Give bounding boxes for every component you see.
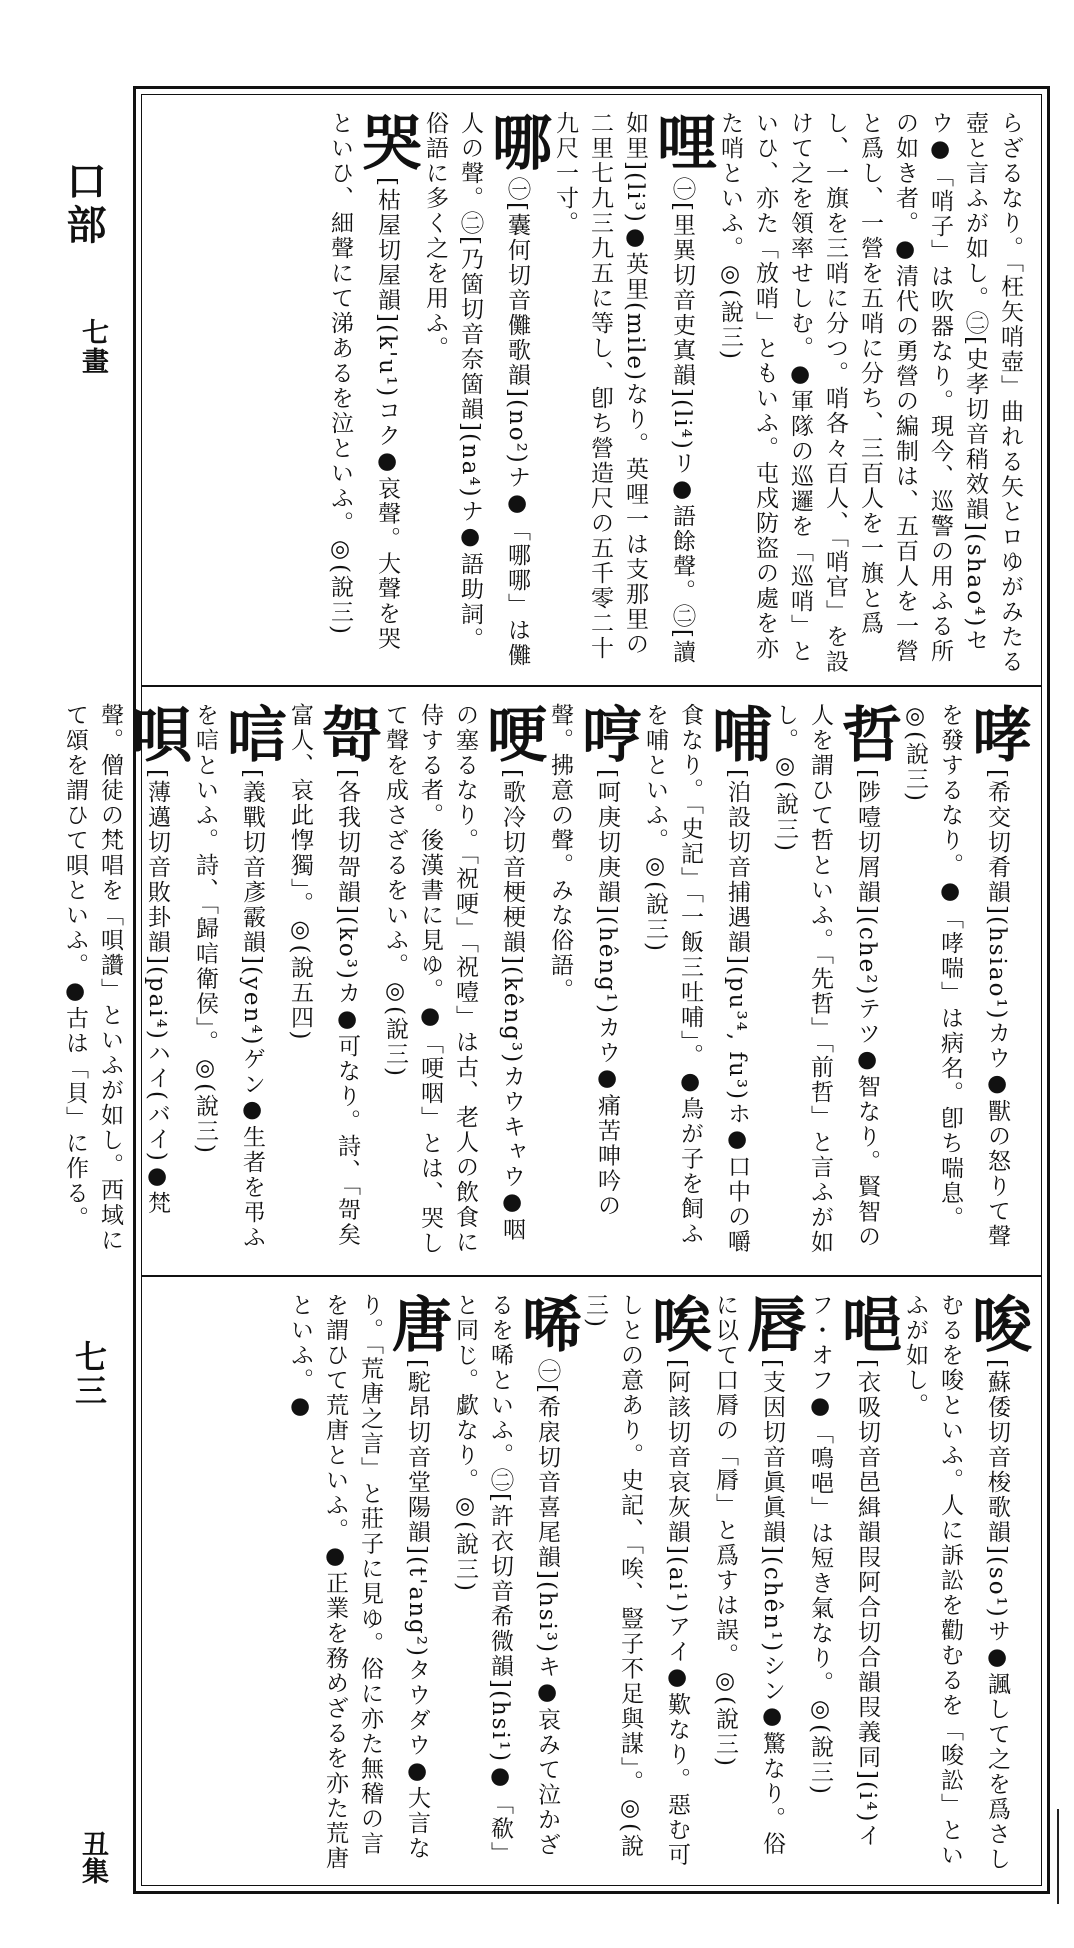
volume-label: 丑集 — [77, 1830, 108, 1884]
entry-definition: [薄邁切音敗卦韻](pai⁴)ハイ(バイ)●梵聲。僧徒の梵唱を「唄讚」といふが如し。西域にて頌を謂ひて唄といふ。●古は「貝」に作る。 — [62, 703, 170, 1253]
entry-definition: [蘇倭切音梭歌韻](so¹)サ●諷して之を爲さしむるを唆といふ。人に訴訟を勸むるを「唆訟」といふが如し。 — [902, 1293, 1010, 1872]
dictionary-entry — [897, 703, 1032, 1265]
section-top — [142, 95, 1041, 687]
section-bottom-text — [152, 1293, 1032, 1879]
dictionary-entry — [767, 703, 902, 1265]
entry-headword: 哺 — [702, 703, 772, 769]
entry-headword: 唈 — [832, 1293, 902, 1359]
entry-headword: 哭 — [352, 111, 422, 177]
section-bottom — [142, 1277, 1041, 1889]
entry-headword: 哲 — [832, 703, 902, 769]
dictionary-entry — [282, 703, 382, 1265]
running-head-radical: 口部 — [60, 160, 107, 248]
dictionary-entry — [417, 111, 552, 675]
entry-headword: 唏 — [512, 1293, 582, 1359]
dictionary-entry — [802, 1293, 902, 1879]
running-head-strokes: 七畫 — [77, 318, 108, 376]
entry-headword: 唉 — [642, 1293, 712, 1359]
dictionary-entry — [322, 111, 422, 675]
entry-definition: [衣吸切音邑緝韻叚阿合切合韻叚義同](i⁴)イフ・オフ●「鳴唈」は短き氣なり。◎(說三) — [807, 1293, 880, 1849]
entry-definition: [泊設切音捕遇韻](pu³⁴, fu³)ホ●口中の嚼食なり。「史記」「一飯三吐哺」。●鳥が子を飼ふを哺といふ。◎(說三) — [642, 703, 750, 1255]
dictionary-entry — [542, 703, 642, 1265]
dictionary-entry — [187, 703, 287, 1265]
dictionary-entry — [282, 1293, 452, 1879]
dictionary-entry — [712, 111, 1027, 675]
entry-definition: ㊀[囊何切音儺歌韻](no²)ナ●「哪哪」は儺人の聲。㊁[乃箇切音奈箇韻](na⁴)ナ●語助詞。俗語に多く之を用ふ。 — [422, 111, 530, 668]
entry-headword: 哩 — [647, 111, 717, 177]
entry-definition: [支因切音眞眞韻](chên¹)シン●驚なり。俗に以て口脣の「脣」と爲すは誤。◎(說三) — [712, 1293, 785, 1857]
dictionary-entry — [707, 1293, 807, 1879]
entry-headword: 唆 — [962, 1293, 1032, 1359]
dictionary-entry — [57, 703, 192, 1265]
entry-headword: 唄 — [122, 703, 192, 769]
entry-definition: ㊀[希扆切音喜尾韻](hsi³)キ●哀みて泣かざるを唏といふ。㊁[許衣切音希微韻](hsi¹)●「欷」と同じ。歔なり。◎(說三) — [452, 1293, 560, 1867]
entry-headword: 唁 — [217, 703, 287, 769]
entry-definition: [枯屋切屋韻](k'u¹)コク●哀聲。大聲を哭といひ、細聲にて涕あるを泣といふ。◎(說三) — [327, 111, 400, 652]
entry-definition: [駝昂切音堂陽韻](t'ang²)タウダウ●大言なり。「荒唐之言」と莊子に見ゆ。俗に亦た無稽の言を謂ひて荒唐といふ。●正業を務めざるを亦た荒唐といふ。● — [287, 1293, 430, 1871]
dictionary-entry — [577, 1293, 712, 1879]
page-number: 七三 — [70, 1340, 108, 1408]
dictionary-entry — [447, 1293, 582, 1879]
entry-definition: [呵庚切庚韻](hêng¹)カウ●痛苦呻吟の聲。拂意の聲。みな俗語。 — [547, 703, 620, 1219]
entry-headword: 哼 — [572, 703, 642, 769]
entry-definition: [義戰切音彥霰韻](yen⁴)ゲン●生者を弔ふを唁といふ。詩、「歸唁衛侯」。◎(說三) — [192, 703, 265, 1250]
entry-definition: [希交切肴韻](hsiao¹)カウ●獸の怒りて聲を發するなり。●「哮喘」は病名。卽ち喘息。◎(說三) — [902, 703, 1010, 1249]
dictionary-entry — [637, 703, 772, 1265]
section-middle — [62, 687, 1041, 1277]
entry-headword: 哮 — [962, 703, 1032, 769]
entry-definition: ㊀[里異切音吏寘韻](li⁴)リ●語餘聲。㊁[讀如里](li³)●英里(mile)なり。英哩一は支那里の二里七九三九五に等し、卽ち營造尺の五千零二十九尺一寸。 — [552, 111, 695, 665]
section-top-text — [152, 111, 1027, 675]
entry-definition: [各我切哿韻](ko³)カ●可なり。詩、「哿矣富人、哀此惸獨」。◎(說五四) — [287, 703, 360, 1248]
entry-headword: 哽 — [477, 703, 547, 769]
entry-definition: [阿該切音哀灰韻](ai¹)アイ●歎なり。惡む可しとの意あり。史記、「唉、豎子不足與謀」。◎(說三) — [582, 1293, 690, 1868]
entry-headword: 唇 — [737, 1293, 807, 1359]
entry-definition: らざるなり。「枉矢哨壺」曲れる矢とロゆがみたる壺と言ふが如し。㊁[史孝切音稍效韻](shao⁴)セウ●「哨子」は吹器なり。現今、巡警の用ふる所の如き者。●清代の勇營の編制は、五百人を一營と爲し、一營を五哨に分ち、三百人を一旗と爲し、一旗を三哨に分つ。哨各々百人、「哨官」を設けて之を領率せしむ。●軍隊の巡邏を「巡哨」といひ、亦た「放哨」ともいふ。屯戍防盜の處を亦た哨といふ。◎(說三) — [717, 111, 1023, 675]
dictionary-entry — [547, 111, 717, 675]
entry-definition: [歌冷切音梗梗韻](kêng³)カウキャウ●咽の塞るなり。「祝哽」「祝噎」は古、老人の飲食に侍する者。後漢書に見ゆ。●「哽咽」とは、哭して聲を成さざるをいふ。◎(說三) — [382, 703, 525, 1256]
margin-rule — [1057, 1809, 1059, 1904]
entry-definition: [陟噎切屑韻](che²)テツ●智なり。賢智の人を謂ひて哲といふ。「先哲」「前哲」と言ふが如し。◎(說三) — [772, 703, 880, 1255]
dictionary-entry — [897, 1293, 1032, 1879]
entry-headword: 哿 — [312, 703, 382, 769]
dictionary-entry — [377, 703, 547, 1265]
entry-headword: 唐 — [382, 1293, 452, 1359]
entry-headword: 哪 — [482, 111, 552, 177]
section-middle-text — [62, 703, 1032, 1265]
